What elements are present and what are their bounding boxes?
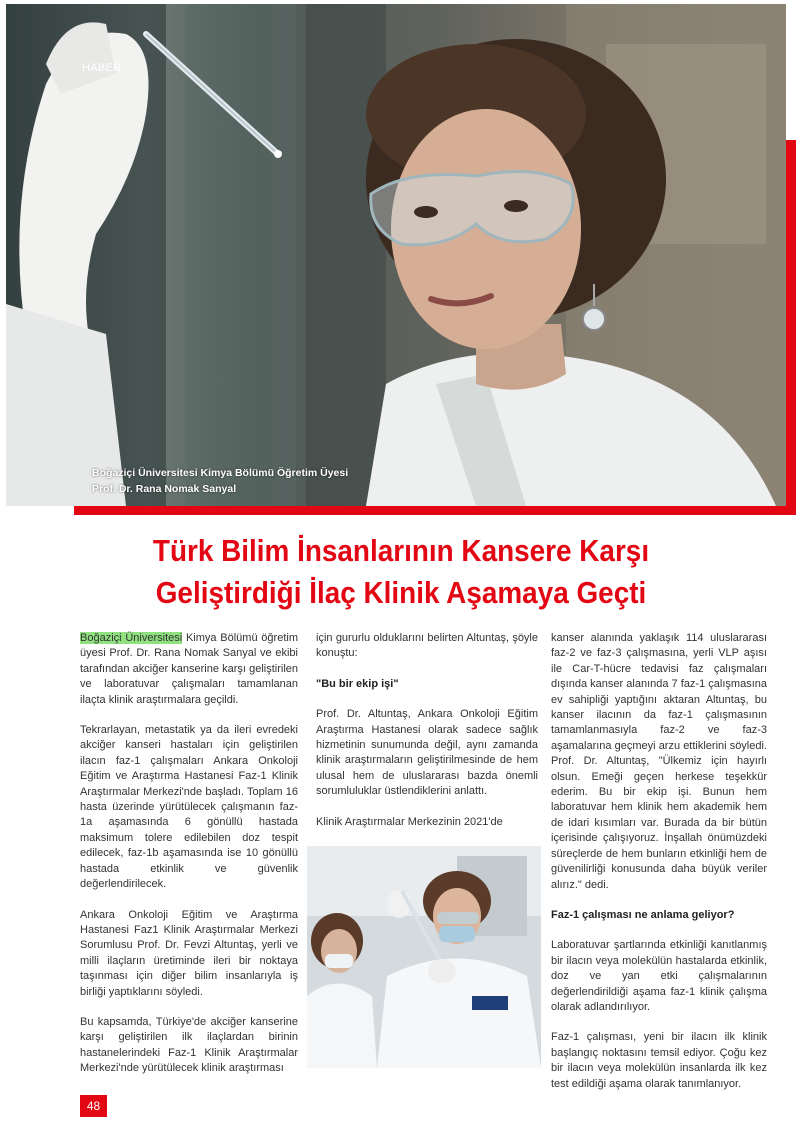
headline-line-2: Geliştirdiği İlaç Klinik Aşamaya Geçti	[155, 575, 647, 610]
paragraph: Laboratuvar şartlarında etkinliği kanıtlanmış bir ilacın veya molekülün hastalarda etkinlik, doz ve yan etki çalışmalarının değerlendirildiği aşama faz-1 klinik çalışma olarak adlandırılıyor.	[551, 939, 767, 1013]
inset-photo-lab-researchers	[307, 846, 541, 1068]
hero-section	[0, 0, 802, 517]
paragraph: Ankara Onkoloji Eğitim ve Araştırma Hastanesi Faz1 Klinik Araştırmalar Merkezi Sorumlusu Prof. Dr. Fevzi Altuntaş, yerli ve milli ilaçların üretiminde ileri bir noktaya taşınması için diğer bilim insanlarıyla iş birliği yaptıklarını söyledi.	[80, 908, 298, 998]
article-headline	[58, 530, 744, 614]
paragraph: için gururlu olduklarını belirten Altuntaş, şöyle konuştu:	[316, 632, 538, 660]
article-column-1	[80, 631, 298, 1092]
headline-line-1: Türk Bilim İnsanlarının Kansere Karşı	[152, 533, 650, 568]
paragraph: Tekrarlayan, metastatik ya da ileri evredeki akciğer kanseri hastaları için geliştirilen ilacın faz-1 çalışmaları Ankara Onkoloji Eğitim ve Araştırma Hastanesi Faz-1 Klinik Araştırmalar Merkezi'nde başladı. Toplam 16 hasta üzerinde yürütülecek çalışmanın faz-1a aşamasında 6 gönüllü hastada maksimum tolere edilebilen doz tespit edilecek, faz-1b aşamasında ise 10 gönüllü hastada etkinlik ve güvenlik değerlendirilecek.	[80, 724, 298, 891]
paragraph: Faz-1 çalışması, yeni bir ilacın ilk klinik başlangıç noktasını temsil ediyor. Çoğu kez bir ilacın veya molekülün insanlarda ilk kez test edildiği aşama olarak tanımlanıyor.	[551, 1031, 767, 1090]
paragraph-text: Kimya Bölümü öğretim üyesi Prof. Dr. Rana Nomak Sanyal ve ekibi tarafından akciğer kanserine karşı geliştirilen ve laboratuvar çalışmaları tamamlanan ilaçta klinik araştırmalara geçildi.	[80, 632, 298, 706]
hero-photo-scientist	[6, 4, 786, 506]
photo-caption: Boğaziçi Üniversitesi Kimya Bölümü Öğretim Üyesi Prof. Dr. Rana Nomak Sanyal	[92, 467, 349, 495]
accent-bar-bottom	[74, 506, 796, 515]
article-column-2	[316, 631, 538, 845]
paragraph: Klinik Araştırmalar Merkezinin 2021'de	[316, 815, 503, 828]
paragraph	[80, 631, 298, 708]
page-number: 48	[80, 1095, 107, 1117]
subheading: "Bu bir ekip işi"	[316, 677, 399, 690]
section-tag: HABER	[82, 62, 122, 74]
paragraph: kanser alanında yaklaşık 114 uluslararası faz-2 ve faz-3 çalışmasına, yerli VLP aşısı ile Car-T-hücre tedavisi faz çalışmaları dışında kanser alanında 7 faz-1 çalışmasına ev sahipliği yaptığını aktaran Altuntaş, bu kanser ilacının da faz-1 çalışmasının tamamlanmasıyla faz-2 ve faz-3 aşamalarına geçmeyi arzu ettiklerini söyledi. Prof. Dr. Altuntaş, "Ülkemiz için hayırlı olsun. Emeği geçen herkese teşekkür ederim. Bu bir ekip işi. Bunun hem laboratuvar hem klinik hem akademik hem de idari kısımları var. Burada da bir bütün içerisinde çalışıyoruz. İnşallah önümüzdeki süreçlerde de hem bunların etkinliği hem de güvenilirliği konusunda daha büyük veriler alırız." dedi.	[551, 632, 767, 891]
paragraph: Prof. Dr. Altuntaş, Ankara Onkoloji Eğitim Araştırma Hastanesi olarak sadece sağlık hizmetinin sunumunda değil, aynı zamanda klinik araştırmaların geliştirilmesinde de hem ulusal hem de uluslararası bazda önemli sorumluluklar üstlendiklerini anlattı.	[316, 708, 538, 798]
highlighted-university-name: Boğaziçi Üniversitesi	[80, 632, 183, 644]
article-column-3	[551, 631, 767, 1107]
paragraph: Bu kapsamda, Türkiye'de akciğer kanserine karşı geliştirilen ilk ilaçlardan birinin hastanelerindeki Faz-1 Klinik Araştırmalar Merkezi'nde yürütülecek klinik araştırması	[80, 1015, 298, 1075]
subheading: Faz-1 çalışması ne anlama geliyor?	[551, 908, 735, 921]
accent-bar-right	[786, 140, 796, 514]
